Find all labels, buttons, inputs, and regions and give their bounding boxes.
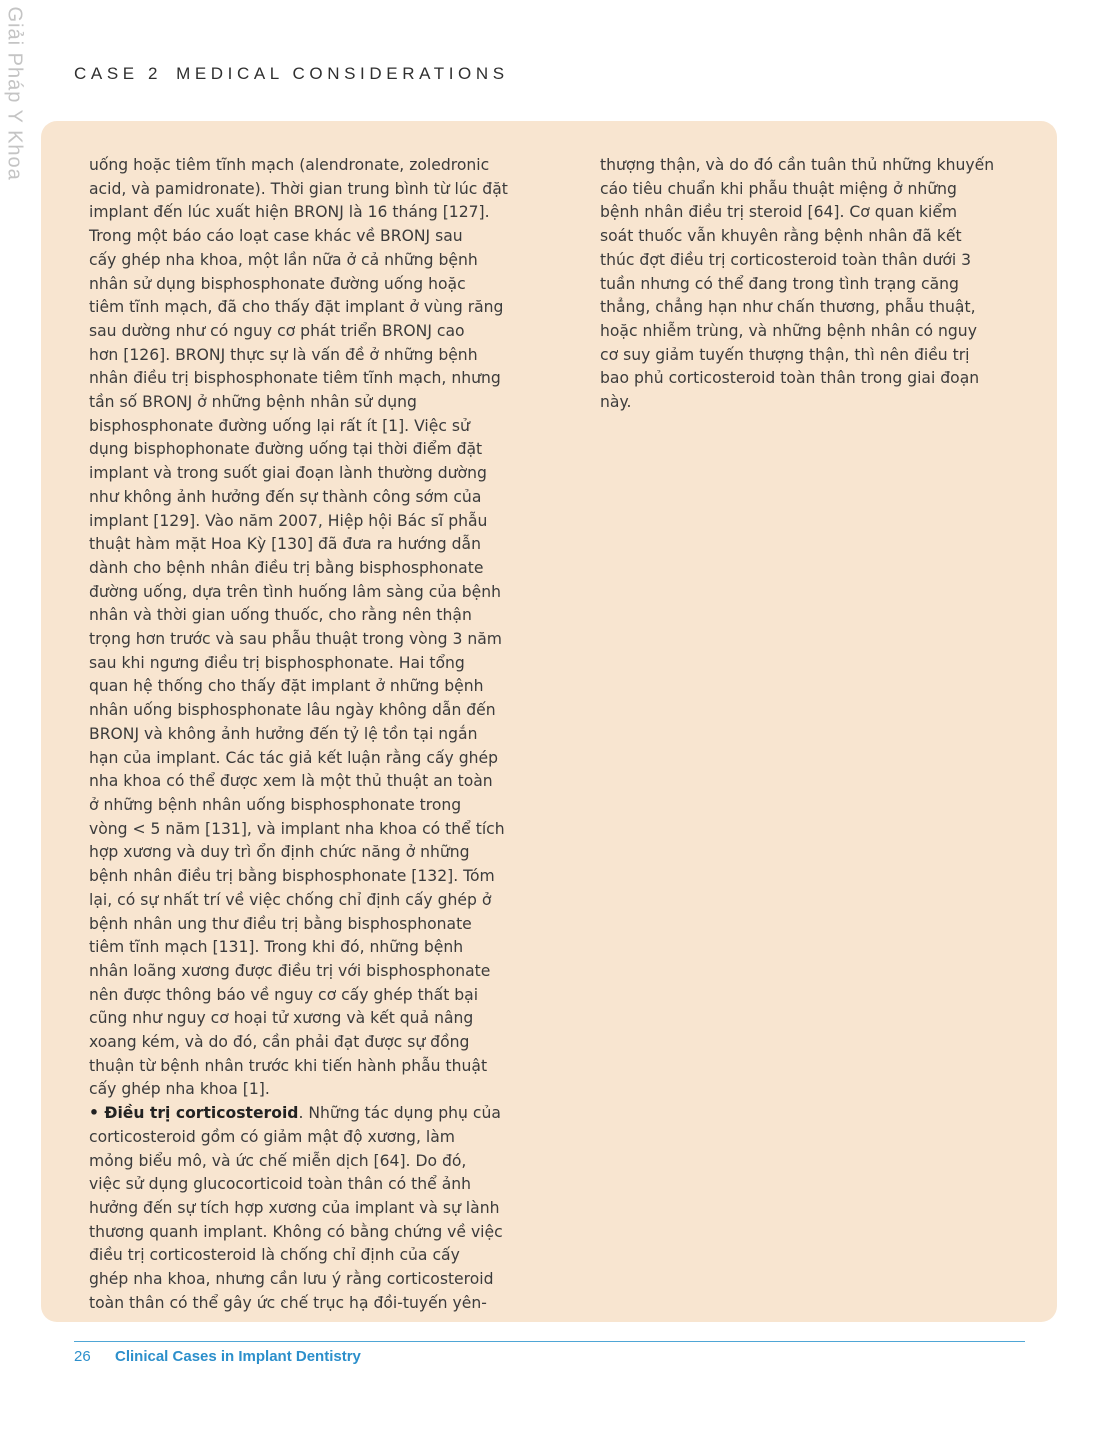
text-line: bao phủ corticosteroid toàn thân trong giai đoạn	[600, 369, 980, 388]
bullet-heading: • Điều trị corticosteroid	[89, 1104, 299, 1123]
text-line: hưởng đến sự tích hợp xương của implant và sự lành	[89, 1198, 500, 1217]
text-line: này.	[600, 393, 632, 412]
bullet-line	[89, 1102, 539, 1126]
text-line: lại, có sự nhất trí về việc chống chỉ định cấy ghép ở	[89, 890, 492, 909]
text-line: cấy ghép nha khoa [1].	[89, 1080, 270, 1099]
text-line: nhân điều trị bisphosphonate tiêm tĩnh mạch, nhưng	[89, 369, 501, 388]
text-line: thẳng, chẳng hạn như chấn thương, phẫu thuật,	[600, 298, 976, 317]
text-line: cấy ghép nha khoa, một lần nữa ở cả những bệnh	[89, 250, 478, 269]
text-line: như không ảnh hưởng đến sự thành công sớm của	[89, 487, 482, 506]
text-line: sau dường như có nguy cơ phát triển BRONJ cao	[89, 321, 465, 340]
text-line: quan hệ thống cho thấy đặt implant ở những bệnh	[89, 677, 484, 696]
text-line: hơn [126]. BRONJ thực sự là vấn đề ở những bệnh	[89, 345, 478, 364]
text-line: sau khi ngưng điều trị bisphosphonate. Hai tổng	[89, 653, 465, 672]
section-label: MEDICAL CONSIDERATIONS	[176, 64, 509, 83]
case-label: CASE 2	[74, 64, 163, 83]
text-line: BRONJ và không ảnh hưởng đến tỷ lệ tồn tại ngắn	[89, 724, 478, 743]
text-line: thượng thận, và do đó cần tuân thủ những khuyến	[600, 156, 995, 174]
text-line: điều trị corticosteroid là chống chỉ định của cấy	[89, 1246, 460, 1265]
text-line: cáo tiêu chuẩn khi phẫu thuật miệng ở những	[600, 179, 957, 198]
text-line: ghép nha khoa, nhưng cần lưu ý rằng corticosteroid	[89, 1270, 494, 1289]
running-head	[74, 64, 509, 84]
side-watermark: Giải Pháp Y Khoa	[3, 6, 26, 181]
text-line: implant [129]. Vào năm 2007, Hiệp hội Bác sĩ phẫu	[89, 511, 488, 530]
text-line: corticosteroid gồm có giảm mật độ xương, làm	[89, 1127, 455, 1146]
text-line: dụng bisphophonate đường uống tại thời điểm đặt	[89, 440, 483, 459]
text-line: soát thuốc vẫn khuyên rằng bệnh nhân đã kết	[600, 227, 962, 246]
text-line: acid, và pamidronate). Thời gian trung bình từ lúc đặt	[89, 179, 508, 198]
text-line: nhân loãng xương được điều trị với bisphosphonate	[89, 961, 491, 980]
text-line: nên được thông báo về nguy cơ cấy ghép thất bại	[89, 985, 479, 1004]
text-line: xoang kém, và do đó, cần phải đạt được sự đồng	[89, 1033, 470, 1052]
text-line: implant đến lúc xuất hiện BRONJ là 16 tháng [127].	[89, 203, 490, 222]
text-line: vòng < 5 năm [131], và implant nha khoa có thể tích	[89, 819, 505, 838]
text-line: thuận từ bệnh nhân trước khi tiến hành phẫu thuật	[89, 1056, 488, 1075]
text-line: nhân sử dụng bisphosphonate đường uống hoặc	[89, 274, 466, 293]
left-column	[89, 154, 539, 1315]
text-line: implant và trong suốt giai đoạn lành thường dường	[89, 464, 487, 483]
text-line: tiêm tĩnh mạch [131]. Trong khi đó, những bệnh	[89, 938, 464, 957]
text-line: uống hoặc tiêm tĩnh mạch (alendronate, zoledronic	[89, 156, 490, 174]
text-line: cũng như nguy cơ hoại tử xương và kết quả nâng	[89, 1009, 474, 1028]
text-line: hạn của implant. Các tác giả kết luận rằng cấy ghép	[89, 748, 498, 767]
bullet-text: . Những tác dụng phụ của	[298, 1104, 501, 1123]
text-line: nhân và thời gian uống thuốc, cho rằng nên thận	[89, 606, 472, 625]
page-number: 26	[74, 1348, 91, 1365]
text-line: thúc đợt điều trị corticosteroid toàn thân dưới 3	[600, 250, 972, 269]
text-line: toàn thân có thể gây ức chế trục hạ đồi-tuyến yên-	[89, 1293, 487, 1312]
text-line: bệnh nhân điều trị bằng bisphosphonate [132]. Tóm	[89, 867, 495, 886]
book-title: Clinical Cases in Implant Dentistry	[115, 1348, 361, 1365]
text-line: bệnh nhân ung thư điều trị bằng bisphosphonate	[89, 914, 472, 933]
text-line: cơ suy giảm tuyến thượng thận, thì nên điều trị	[600, 345, 970, 364]
text-line: bệnh nhân điều trị steroid [64]. Cơ quan kiểm	[600, 203, 958, 222]
text-line: việc sử dụng glucocorticoid toàn thân có thể ảnh	[89, 1175, 472, 1194]
text-line: dành cho bệnh nhân điều trị bằng bisphosphonate	[89, 558, 484, 577]
text-line: tần số BRONJ ở những bệnh nhân sử dụng	[89, 393, 417, 412]
text-line: ở những bệnh nhân uống bisphosphonate trong	[89, 795, 462, 814]
footer-rule	[74, 1341, 1025, 1342]
text-line: Trong một báo cáo loạt case khác về BRONJ sau	[89, 227, 463, 246]
text-line: trọng hơn trước và sau phẫu thuật trong vòng 3 năm	[89, 630, 502, 649]
text-line: bisphosphonate đường uống lại rất ít [1]. Việc sử	[89, 416, 470, 435]
text-line: nhân uống bisphosphonate lâu ngày không dẫn đến	[89, 701, 496, 720]
text-line: thương quanh implant. Không có bằng chứng về việc	[89, 1222, 503, 1241]
text-line: hợp xương và duy trì ổn định chức năng ở những	[89, 843, 470, 862]
text-line: đường uống, dựa trên tình huống lâm sàng của bệnh	[89, 582, 501, 601]
right-column	[600, 154, 1030, 415]
text-line: tuần nhưng có thể đang trong tình trạng căng	[600, 274, 959, 293]
text-line: nha khoa có thể được xem là một thủ thuật an toàn	[89, 772, 493, 791]
text-line: thuật hàm mặt Hoa Kỳ [130] đã đưa ra hướng dẫn	[89, 535, 481, 554]
text-line: tiêm tĩnh mạch, đã cho thấy đặt implant ở vùng răng	[89, 298, 504, 317]
text-line: mỏng biểu mô, và ức chế miễn dịch [64]. Do đó,	[89, 1151, 467, 1170]
text-line: hoặc nhiễm trùng, và những bệnh nhân có nguy	[600, 321, 977, 340]
